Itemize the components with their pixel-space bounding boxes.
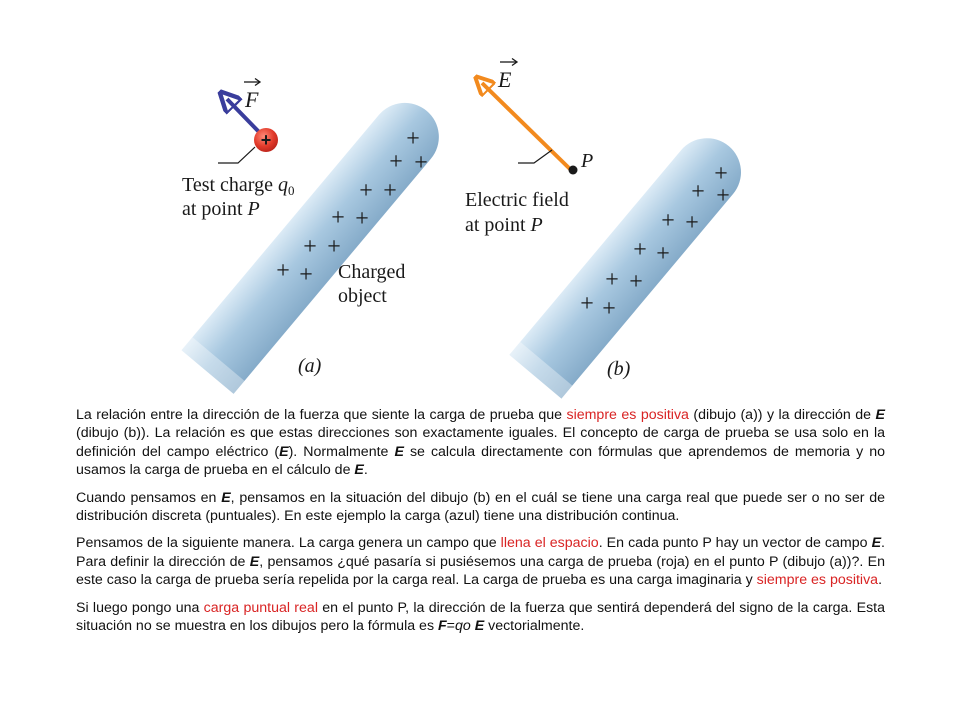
plus-sign: + [714, 161, 728, 187]
svg-text:F: F [245, 87, 259, 112]
charged-object-label: Charged [338, 261, 406, 283]
plus-sign: + [629, 269, 643, 295]
test-charge-caption: Test charge $q_0$ [182, 174, 295, 198]
plus-sign: + [656, 241, 670, 267]
test-charge-caption-line2: at point P [182, 198, 260, 220]
paragraph-1: La relación entre la dirección de la fuerza que siente la carga de prueba que siempre es positiva (dibujo (a)) y la dirección de E (dibujo (b)). La relación es que estas direcciones son exactamente iguales. El concepto de carga de prueba se usa solo en la definición del campo eléctrico (E). Normalmente E se calcula directamente con fórmulas que aprendemos de memoria y no usamos la carga de prueba en el cálculo de E. [76, 407, 885, 479]
paragraph-2: Cuando pensamos en E, pensamos en la situación del dibujo (b) en el cuál se tiene una carga real que puede ser o no ser de distribución discreta (puntuales). En este ejemplo la carga (azul) tiene una distribución continua. [76, 489, 886, 525]
plus-sign: + [716, 183, 730, 209]
plus-sign: + [685, 210, 699, 236]
electric-field-caption-line2: at point P [465, 214, 543, 236]
panel-a-label: (a) [298, 355, 322, 377]
force-label [244, 79, 260, 113]
field-label [497, 59, 517, 93]
svg-text:E: E [498, 67, 512, 92]
plus-sign: + [276, 258, 290, 284]
plus-sign: + [299, 262, 313, 288]
plus-sign: + [331, 205, 345, 231]
panel-a [180, 79, 453, 397]
plus-sign: + [383, 178, 397, 204]
plus-sign: + [327, 234, 341, 260]
leader-line [218, 147, 255, 163]
plus-sign: + [661, 208, 675, 234]
plus-sign: + [633, 237, 647, 263]
electric-field-caption: Electric field [465, 189, 569, 211]
point-p-label: P [581, 150, 594, 172]
plus-sign: + [359, 178, 373, 204]
paragraph-4: Si luego pongo una carga puntual real en el punto P, la dirección de la fuerza que sentirá dependerá del signo de la carga. Esta situación no se muestra en los dibujos pero la fórmula es F=qo E vectorialmente. [76, 599, 885, 635]
plus-sign: + [389, 149, 403, 175]
plus-sign: + [580, 291, 594, 317]
plus-sign: + [605, 267, 619, 293]
leader-line [518, 150, 552, 163]
panel-b-label: (b) [607, 358, 631, 380]
svg-text:+: + [260, 130, 272, 150]
plus-sign: + [406, 126, 420, 152]
plus-sign: + [355, 206, 369, 232]
field-arrow [482, 83, 571, 170]
charged-object-label-line2: object [338, 285, 387, 307]
explanation-text [76, 406, 885, 644]
point-p [569, 166, 578, 175]
panel-b [465, 59, 755, 401]
plus-sign: + [602, 296, 616, 322]
test-charge [254, 128, 278, 152]
plus-sign: + [303, 234, 317, 260]
paragraph-3: Pensamos de la siguiente manera. La carga genera un campo que llena el espacio. En cada punto P hay un vector de campo E. Para definir la dirección de E, pensamos ¿qué pasaría si pusiésemos una carga de prueba (roja) en el punto P (dibujo (a))?. En este caso la carga de prueba sería repelida por la carga real. La carga de prueba es una carga imaginaria y siempre es positiva. [76, 535, 885, 589]
plus-sign: + [414, 150, 428, 176]
plus-sign: + [691, 179, 705, 205]
